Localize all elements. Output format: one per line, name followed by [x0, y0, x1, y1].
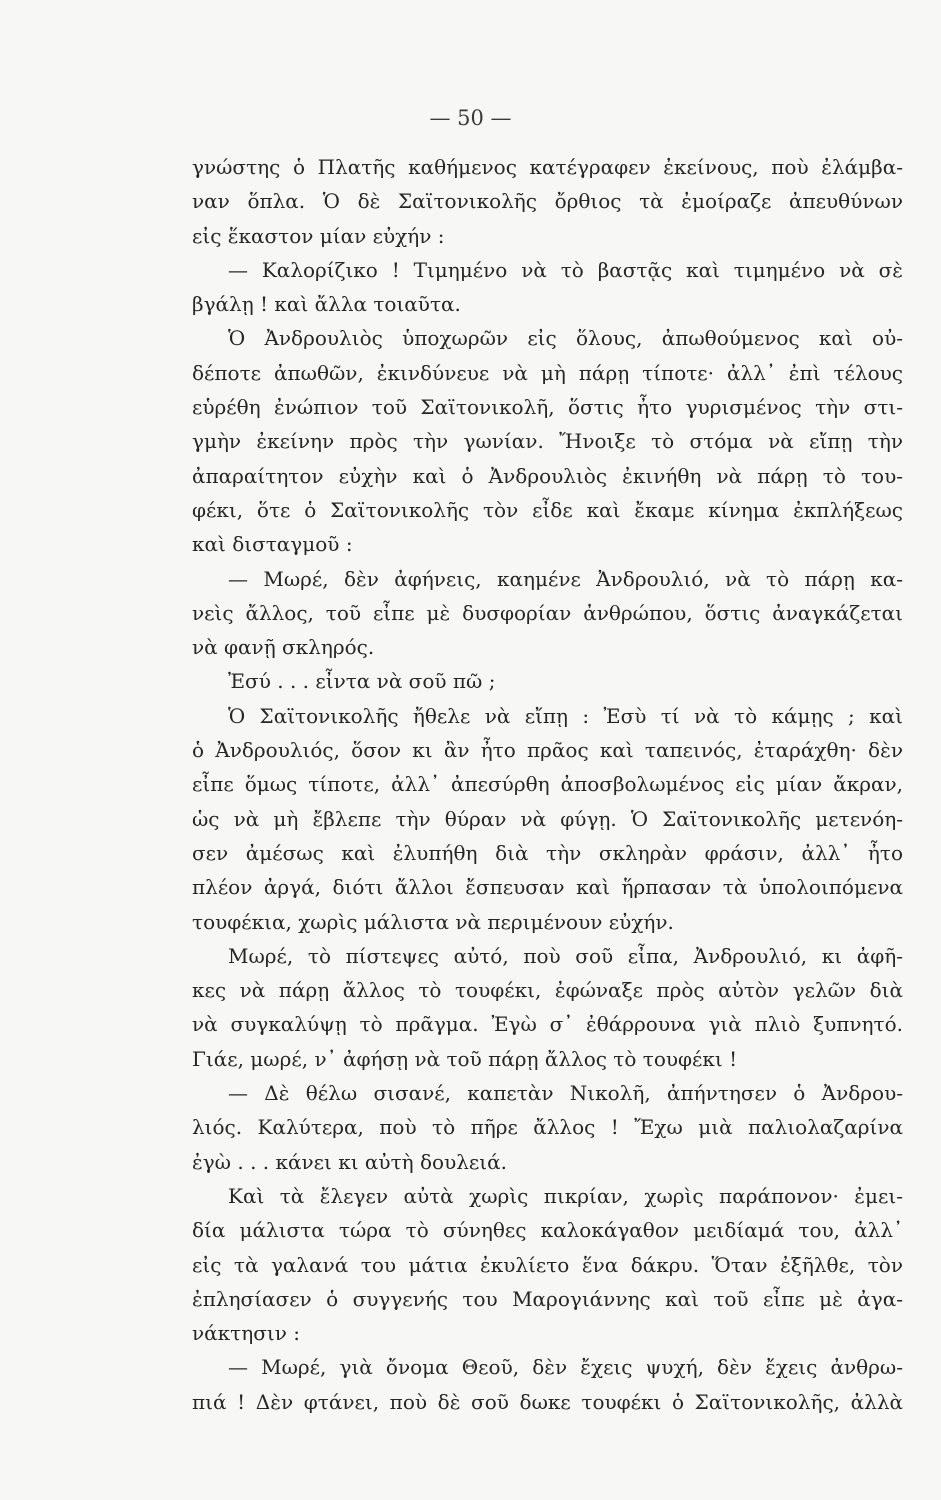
text-line: εἶπε ὅμως τίποτε, ἀλλ᾽ ἀπεσύρθη ἀποσβολωμένος εἰς μίαν ἄκραν,	[192, 772, 903, 797]
text-line: τουφέκια, χωρὶς μάλιστα νὰ περιμένουν εὐχήν.	[192, 909, 674, 934]
text-line: νεὶς ἄλλος, τοῦ εἶπε μὲ δυσφορίαν ἀνθρώπου, ὅστις ἀναγκάζεται	[192, 600, 903, 625]
text-line: νὰ συγκαλύψῃ τὸ πρᾶγμα. Ἐγὼ σ᾽ ἐθάρρουνα γιὰ πλιὸ ξυπνητό.	[192, 1012, 903, 1037]
text-line: καὶ δισταγμοῦ :	[192, 532, 353, 557]
text-line: νὰ φανῇ σκληρός.	[192, 635, 375, 660]
text-line: εὑρέθη ἐνώπιον τοῦ Σαϊτονικολῆ, ὅστις ἦτο γυρισμένος τὴν στι-	[192, 395, 903, 420]
text-line: εἰς τὰ γαλανά του μάτια ἐκυλίετο ἕνα δάκρυ. Ὅταν ἐξῆλθε, τὸν	[192, 1252, 903, 1277]
text-line: γνώστης ὁ Πλατῆς καθήμενος κατέγραφεν ἐκείνους, ποὺ ἐλάμβα-	[192, 155, 903, 179]
text-line: βγάλῃ ! καὶ ἄλλα τοιαῦτα.	[192, 292, 461, 317]
text-line: Ὁ Σαϊτονικολῆς ἤθελε νὰ εἴπῃ : Ἐσὺ τί νὰ τὸ κάμῃς ; καὶ	[228, 703, 903, 728]
text-line: ἐπλησίασεν ὁ συγγενής του Μαρογιάννης καὶ τοῦ εἶπε μὲ ἀγα-	[192, 1286, 903, 1311]
text-line: εἰς ἕκαστον μίαν εὐχήν :	[192, 223, 445, 248]
text-line: ἐγὼ . . . κάνει κι αὐτὴ δουλειά.	[192, 1149, 507, 1174]
text-line: κες νὰ πάρῃ ἄλλος τὸ τουφέκι, ἐφώναξε πρὸς αὐτὸν γελῶν διὰ	[192, 978, 903, 1003]
text-line: πλέον ἀργά, διότι ἄλλοι ἔσπευσαν καὶ ἥρπασαν τὰ ὑπολοιπόμενα	[192, 875, 903, 900]
text-line: πιά ! Δὲν φτάνει, ποὺ δὲ σοῦ δωκε τουφέκι ὁ Σαϊτονικολῆς, ἀλλὰ	[192, 1389, 903, 1414]
text-line: λιός. Καλύτερα, ποὺ τὸ πῆρε ἄλλος ! Ἔχω μιὰ παλιολαζαρίνα	[192, 1115, 903, 1140]
text-line: — Καλορίζικο ! Τιμημένο νὰ τὸ βαστᾷς καὶ τιμημένο νὰ σὲ	[228, 257, 903, 282]
text-line: γμὴν ἐκείνην πρὸς τὴν γωνίαν. Ἤνοιξε τὸ στόμα νὰ εἴπῃ τὴν	[192, 429, 903, 454]
text-line: ναν ὅπλα. Ὁ δὲ Σαϊτονικολῆς ὄρθιος τὰ ἐμοίραζε ἀπευθύνων	[192, 189, 903, 214]
text-line: — Μωρέ, δὲν ἀφήνεις, καημένε Ἀνδρουλιό, νὰ τὸ πάρῃ κα-	[228, 566, 903, 591]
text-line: — Δὲ θέλω σισανέ, καπετὰν Νικολῆ, ἀπήντησεν ὁ Ἀνδρου-	[228, 1081, 903, 1106]
text-line: νάκτησιν :	[192, 1321, 300, 1346]
text-line: δέποτε ἀπωθῶν, ἐκινδύνευε νὰ μὴ πάρῃ τίποτε· ἀλλ᾽ ἐπὶ τέλους	[192, 360, 903, 385]
body-text	[192, 150, 903, 1419]
text-line: Ὁ Ἀνδρουλιὸς ὑποχωρῶν εἰς ὅλους, ἀπωθούμενος καὶ οὐ-	[228, 326, 903, 351]
text-line: ὁ Ἀνδρουλιός, ὅσον κι ἂν ἦτο πρᾶος καὶ ταπεινός, ἐταράχθη· δὲν	[192, 738, 903, 763]
text-line: Μωρέ, τὸ πίστεψες αὐτό, ποὺ σοῦ εἶπα, Ἀνδρουλιό, κι ἀφῆ-	[228, 943, 903, 968]
text-line: ὡς νὰ μὴ ἔβλεπε τὴν θύραν νὰ φύγῃ. Ὁ Σαϊτονικολῆς μετενόη-	[192, 806, 903, 831]
text-line: Ἐσύ . . . εἶντα νὰ σοῦ πῶ ;	[228, 669, 496, 694]
text-line: δία μάλιστα τώρα τὸ σύνηθες καλοκάγαθον μειδίαμά του, ἀλλ᾽	[192, 1218, 903, 1243]
text-line: σεν ἀμέσως καὶ ἐλυπήθη διὰ τὴν σκληρὰν φράσιν, ἀλλ᾽ ἦτο	[192, 840, 903, 865]
page-number: — 50 —	[429, 106, 512, 130]
text-line: — Μωρέ, γιὰ ὄνομα Θεοῦ, δὲν ἔχεις ψυχή, δὲν ἔχεις ἀνθρω-	[228, 1355, 903, 1380]
text-line: ἀπαραίτητον εὐχὴν καὶ ὁ Ἀνδρουλιὸς ἐκινήθη νὰ πάρῃ τὸ του-	[192, 463, 903, 488]
text-line: φέκι, ὅτε ὁ Σαϊτονικολῆς τὸν εἶδε καὶ ἔκαμε κίνημα ἐκπλήξεως	[192, 497, 903, 522]
text-line: Καὶ τὰ ἔλεγεν αὐτὰ χωρὶς πικρίαν, χωρὶς παράπονον· ἐμει-	[228, 1183, 903, 1208]
text-line: Γιάε, μωρέ, ν᾽ ἀφήσῃ νὰ τοῦ πάρῃ ἄλλος τὸ τουφέκι !	[192, 1046, 738, 1071]
